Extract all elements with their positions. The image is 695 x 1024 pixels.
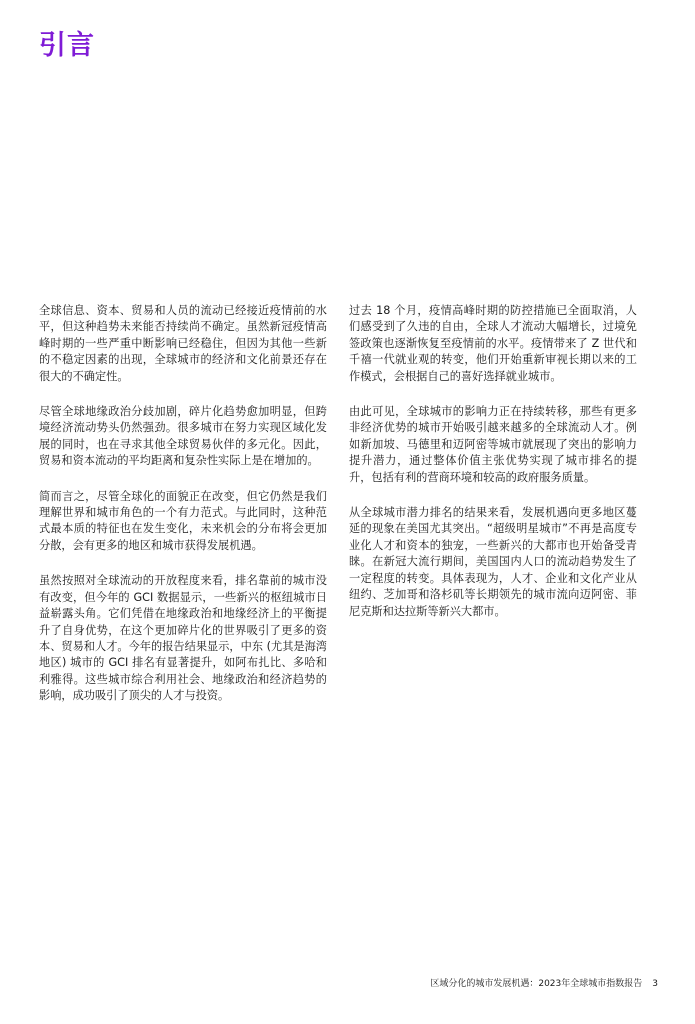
left-column xyxy=(39,303,327,724)
body-paragraph: 虽然按照对全球流动的开放程度来看，排名靠前的城市没有改变，但今年的 GCI 数据显示，一些新兴的枢纽城市日益崭露头角。它们凭借在地缘政治和地缘经济上的平衡提升了自身优势，在这个更加碎片化的世界吸引了更多的资本、贸易和人才。今年的报告结果显示，中东 (尤其是海湾地区) 城市的 GCI 排名有显著提升，如阿布扎比、多哈和利雅得。这些城市综合利用社会、地缘政治和经济趋势的影响，成功吸引了顶尖的人才与投资。 xyxy=(39,574,327,703)
body-paragraph: 尽管全球地缘政治分歧加剧，碎片化趋势愈加明显，但跨境经济流动势头仍然强劲。很多城市在努力实现区域化发展的同时，也在寻求其他全球贸易伙伴的多元化。因此，贸易和资本流动的平均距离和复杂性实际上是在增加的。 xyxy=(39,405,327,468)
page-title: 引言 xyxy=(39,30,95,61)
footer-report-title: 区域分化的城市发展机遇：2023年全球城市指数报告 xyxy=(430,979,643,989)
right-column xyxy=(349,303,637,639)
body-paragraph: 从全球城市潜力排名的结果来看，发展机遇向更多地区蔓延的现象在美国尤其突出。“超级明星城市”不再是高度专业化人才和资本的独宠，一些新兴的大都市也开始备受青睐。在新冠大流行期间，美国国内人口的流动趋势发生了一定程度的转变。具体表现为，人才、企业和文化产业从纽约、芝加哥和洛杉矶等长期领先的城市流向迈阿密、菲尼克斯和达拉斯等新兴大都市。 xyxy=(349,506,637,618)
page-number: 3 xyxy=(652,979,658,989)
body-paragraph: 过去 18 个月，疫情高峰时期的防控措施已全面取消，人们感受到了久违的自由，全球人才流动大幅增长，过境免签政策也逐渐恢复至疫情前的水平。疫情带来了 Z 世代和千禧一代就业观的转变，他们开始重新审视长期以来的工作模式，会根据自己的喜好选择就业城市。 xyxy=(349,304,637,383)
body-paragraph: 全球信息、资本、贸易和人员的流动已经接近疫情前的水平，但这种趋势未来能否持续尚不确定。虽然新冠疫情高峰时期的一些严重中断影响已经稳住，但因为其他一些新的不稳定因素的出现，全球城市的经济和文化前景还存在很大的不确定性。 xyxy=(39,304,327,383)
body-paragraph: 简而言之，尽管全球化的面貌正在改变，但它仍然是我们理解世界和城市角色的一个有力范式。与此同时，这种范式最本质的特征也在发生变化，未来机会的分布将会更加分散，会有更多的地区和城市获得发展机遇。 xyxy=(39,489,327,552)
body-paragraph: 由此可见，全球城市的影响力正在持续转移，那些有更多非经济优势的城市开始吸引越来越多的全球流动人才。例如新加坡、马德里和迈阿密等城市就展现了突出的影响力提升潜力，通过整体价值主张优势实现了城市排名的提升，包括有利的营商环境和较高的政府服务质量。 xyxy=(349,405,637,484)
page-footer xyxy=(430,978,658,990)
